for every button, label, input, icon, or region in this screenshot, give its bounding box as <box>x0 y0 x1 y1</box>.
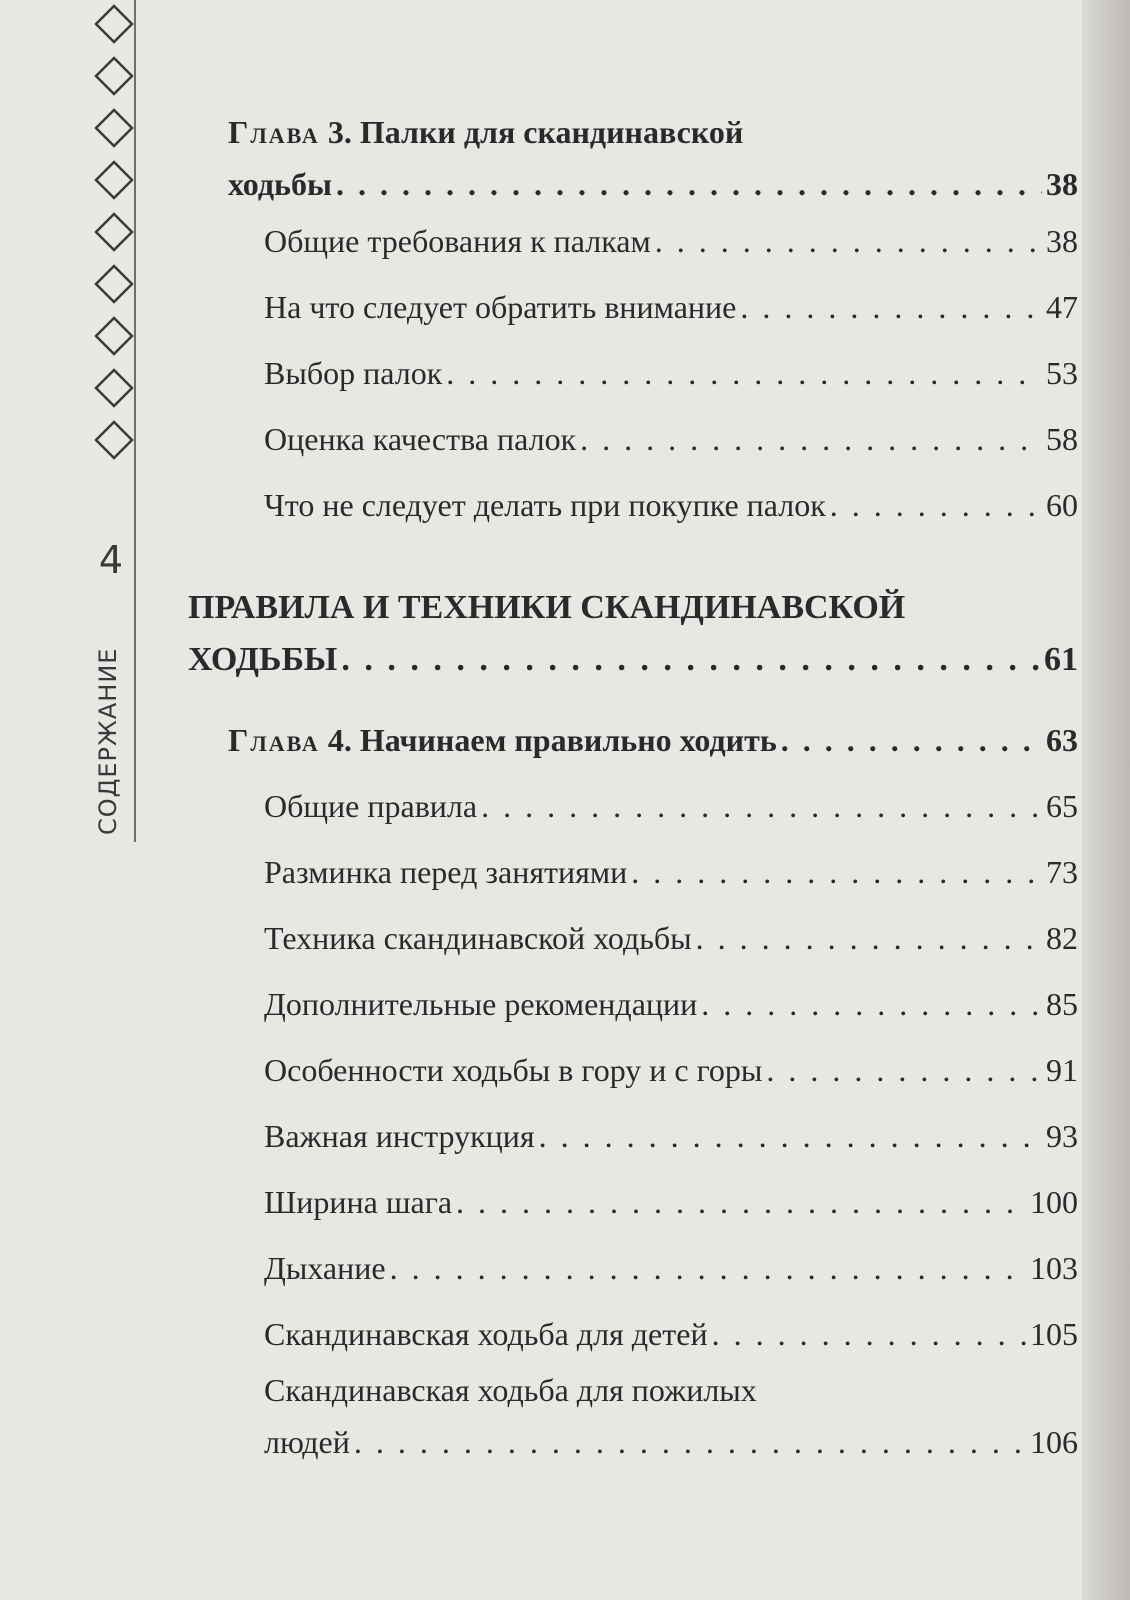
leader-dots <box>456 1176 1026 1228</box>
page-ref: 100 <box>1030 1184 1078 1220</box>
page-ref: 106 <box>1030 1424 1078 1460</box>
item-title: Дополнительные рекомендации <box>264 986 698 1022</box>
page-ref: 103 <box>1030 1250 1078 1286</box>
toc-item[interactable] <box>264 978 1078 1030</box>
item-title: Общие требования к палкам <box>264 223 651 259</box>
item-title: Разминка перед занятиями <box>264 854 628 890</box>
running-head: СОДЕРЖАНИЕ <box>94 647 122 835</box>
page-ref: 73 <box>1046 854 1078 890</box>
leader-dots <box>481 780 1042 832</box>
page-ref: 85 <box>1046 986 1078 1022</box>
leader-dots <box>655 215 1042 267</box>
item-title: Выбор палок <box>264 355 443 391</box>
page-ref: 58 <box>1046 421 1078 457</box>
chapter-title: Палки для скандинавской <box>359 114 744 150</box>
item-title: Техника скандинавской ходьбы <box>264 920 692 956</box>
toc-item[interactable] <box>264 215 1078 267</box>
item-title: Оценка качества палок <box>264 421 577 457</box>
leader-dots <box>631 846 1042 898</box>
page-ref: 105 <box>1030 1316 1078 1352</box>
toc-item[interactable] <box>264 281 1078 333</box>
part-title-cont: ХОДЬБЫ <box>188 641 338 678</box>
item-title: Особенности ходьбы в гору и с горы <box>264 1052 763 1088</box>
leader-dots <box>580 413 1042 465</box>
toc-item[interactable] <box>264 479 1078 531</box>
page-number: 4 <box>98 538 124 582</box>
leader-dots <box>390 1242 1026 1294</box>
leader-dots <box>696 912 1042 964</box>
item-title: Что не следует делать при покупке палок <box>264 487 826 523</box>
page-ref: 38 <box>1046 223 1078 259</box>
leader-dots <box>740 281 1042 333</box>
leader-dots <box>701 978 1042 1030</box>
part-title: ПРАВИЛА И ТЕХНИКИ СКАНДИНАВСКОЙ <box>188 589 906 626</box>
item-title: Важная инструкция <box>264 1118 535 1154</box>
toc-part[interactable] <box>188 582 1078 686</box>
chapter-title: Начинаем правильно ходить <box>359 722 777 758</box>
page-ref: 82 <box>1046 920 1078 956</box>
leader-dots <box>446 347 1042 399</box>
leader-dots <box>781 714 1042 766</box>
item-title: Дыхание <box>264 1250 386 1286</box>
chapter-title-cont: ходьбы <box>228 166 332 202</box>
item-title: Скандинавская ходьба для детей <box>264 1316 708 1352</box>
page-ref: 60 <box>1046 487 1078 523</box>
toc-item[interactable] <box>264 1308 1078 1360</box>
leader-dots <box>354 1416 1026 1468</box>
toc-item[interactable] <box>264 1044 1078 1096</box>
toc-item[interactable] <box>264 780 1078 832</box>
toc-item[interactable] <box>264 1176 1078 1228</box>
toc-item[interactable] <box>264 912 1078 964</box>
page-ref: 63 <box>1046 722 1078 758</box>
item-title: На что следует обратить внимание <box>264 289 737 325</box>
page-ref: 65 <box>1046 788 1078 824</box>
toc-chapter-3[interactable] <box>228 106 1078 210</box>
leader-dots <box>830 479 1042 531</box>
item-title: Ширина шага <box>264 1184 453 1220</box>
toc-item[interactable] <box>264 1364 1078 1468</box>
leader-dots <box>766 1044 1042 1096</box>
page-ref: 93 <box>1046 1118 1078 1154</box>
page-ref: 47 <box>1046 289 1078 325</box>
leader-dots <box>336 158 1042 210</box>
chapter-number: 3. <box>327 114 352 150</box>
page-ref: 91 <box>1046 1052 1078 1088</box>
page-ref: 53 <box>1046 355 1078 391</box>
toc-item[interactable] <box>264 846 1078 898</box>
leader-dots <box>712 1308 1026 1360</box>
toc-item[interactable] <box>264 413 1078 465</box>
chapter-label: Глава <box>228 114 320 150</box>
leader-dots <box>341 634 1040 686</box>
item-title: Скандинавская ходьба для пожилых <box>264 1372 757 1408</box>
page-ref: 38 <box>1046 166 1078 202</box>
toc-item[interactable] <box>264 347 1078 399</box>
page-ref: 61 <box>1044 641 1078 678</box>
item-title: Общие правила <box>264 788 478 824</box>
toc-chapter-4[interactable] <box>228 714 1078 766</box>
toc-item[interactable] <box>264 1242 1078 1294</box>
chapter-label: Глава <box>228 722 320 758</box>
leader-dots <box>539 1110 1042 1162</box>
item-title-cont: людей <box>264 1424 350 1460</box>
chapter-number: 4. <box>327 722 352 758</box>
toc-item[interactable] <box>264 1110 1078 1162</box>
